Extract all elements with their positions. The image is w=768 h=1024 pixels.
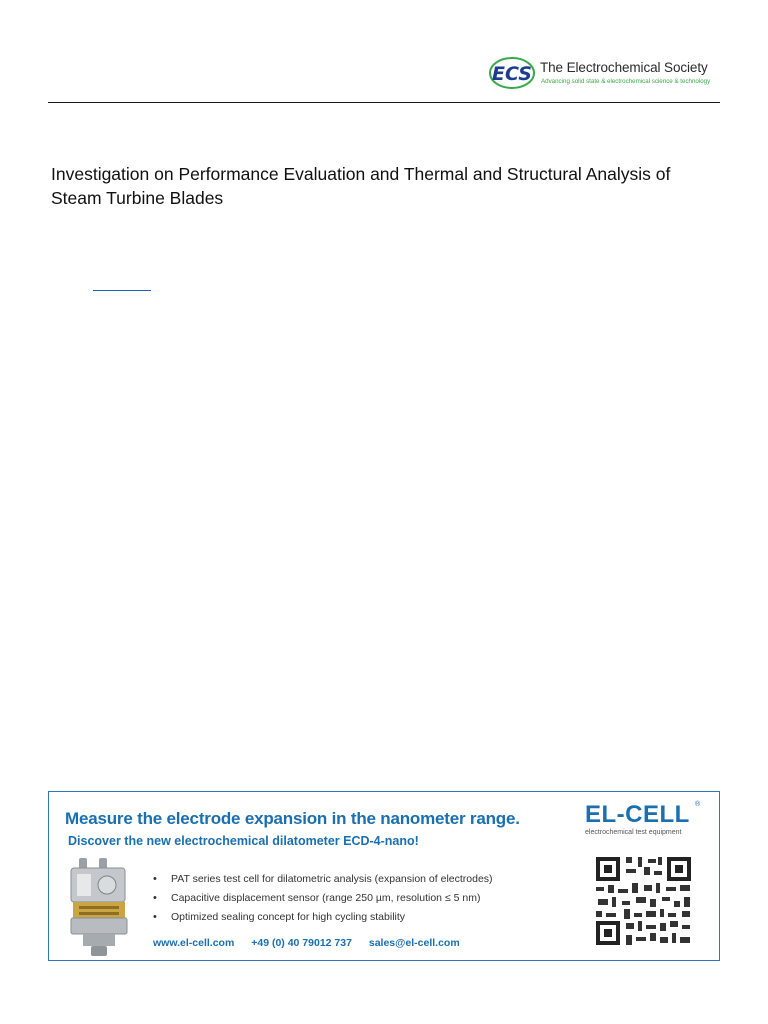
ad-feature-item: • PAT series test cell for dilatometric analysis (expansion of electrodes)	[153, 870, 493, 889]
email-link[interactable]: sales@el-cell.com	[368, 937, 460, 949]
ad-headline: Measure the electrode expansion in the nanometer range.	[65, 809, 520, 828]
website-link[interactable]: www.el-cell.com	[153, 937, 235, 949]
advertisement-banner[interactable]	[48, 791, 720, 961]
society-name: The Electrochemical Society	[540, 60, 708, 75]
elcell-tagline: electrochemical test equipment	[585, 829, 682, 836]
ad-feature-item: • Capacitive displacement sensor (range 250 µm, resolution ≤ 5 nm)	[153, 889, 493, 908]
paper-title: Investigation on Performance Evaluation and Thermal and Structural Analysis of Steam Turbine Blades	[51, 164, 671, 208]
ecs-logo[interactable]	[488, 56, 728, 92]
ecs-logo-letters: ECS	[492, 63, 532, 85]
author-link[interactable]	[93, 290, 151, 291]
dilatometer-device-image	[65, 854, 135, 958]
society-tagline: Advancing solid state & electrochemical science & technology	[541, 78, 711, 85]
header-divider	[48, 102, 720, 103]
phone-number[interactable]: +49 (0) 40 79012 737	[251, 937, 352, 949]
ad-subheadline: Discover the new electrochemical dilatometer ECD-4-nano!	[68, 834, 419, 848]
ecs-logo-mark	[488, 56, 536, 90]
elcell-logo: EL-CELL	[585, 801, 690, 828]
ad-feature-item: • Optimized sealing concept for high cycling stability	[153, 908, 493, 927]
ad-contacts	[153, 937, 474, 949]
qr-code-icon[interactable]	[594, 855, 693, 947]
elcell-registered-mark: ®	[695, 801, 701, 808]
ad-feature-list	[153, 870, 493, 927]
